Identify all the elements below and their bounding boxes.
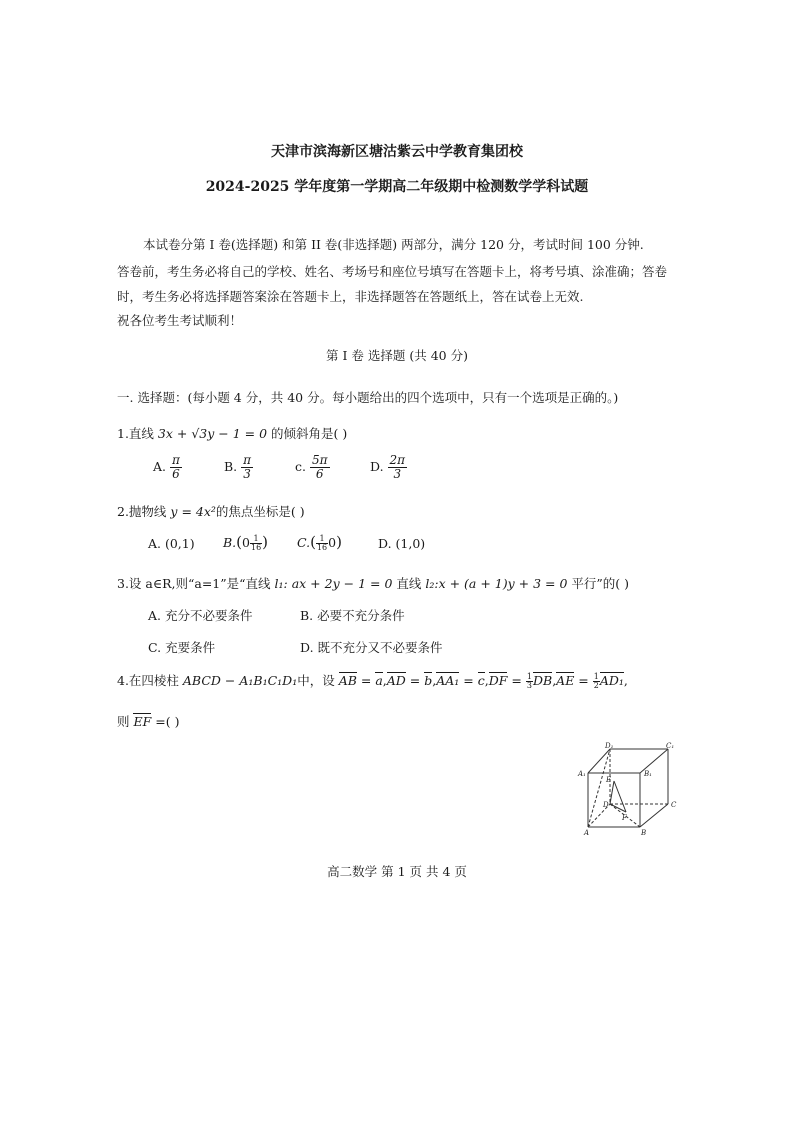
paren-close: )	[336, 533, 342, 551]
option-label: c.	[295, 459, 306, 475]
vec-ef: EF	[133, 714, 152, 729]
q1-option-c-fraction	[310, 454, 330, 481]
q4-line2-prefix: 则	[117, 714, 134, 729]
q2-prefix: 2.抛物线	[117, 504, 171, 519]
vec-a: a	[375, 673, 383, 688]
q1-prefix: 1.直线	[117, 426, 158, 441]
q2-equation: y = 4x²	[170, 504, 216, 519]
exam-title: 2024-2025 学年度第一学期高二年级期中检测数学学科试题	[205, 179, 589, 195]
q1-option-b-fraction	[241, 454, 253, 481]
frac-num: π	[172, 453, 180, 467]
frac-num: π	[243, 453, 252, 467]
intro-line-1: 本试卷分第 I 卷(选择题) 和第 II 卷(非选择题) 两部分，满分 120 分，考试时间 100 分钟.	[143, 237, 644, 252]
question-2-stem	[117, 502, 305, 520]
label-a1: A₁	[578, 770, 586, 778]
q3-option-b[interactable]: B. 必要不充分条件	[300, 608, 405, 623]
frac-den: 16	[250, 543, 262, 552]
label-c1: C₁	[666, 742, 675, 750]
q2-c-fraction	[316, 535, 328, 553]
school-name: 天津市滨海新区塘沽紫云中学教育集团校	[271, 144, 523, 160]
q4-prism: ABCD − A₁B₁C₁D₁	[182, 673, 298, 688]
vec-c: c	[477, 673, 485, 688]
q4-line2-suffix: =( )	[151, 714, 180, 729]
q1-option-c[interactable]	[295, 454, 330, 481]
frac-den: 2	[593, 681, 599, 690]
label-f: F	[622, 814, 627, 822]
q3-line-l1: l₁: ax + 2y − 1 = 0	[274, 576, 393, 591]
q2-option-b[interactable]	[223, 533, 268, 552]
q2-b-fraction	[250, 535, 262, 553]
frac-den: 3	[243, 467, 251, 482]
label-d1: D₁	[605, 742, 614, 750]
paren-close: )	[262, 533, 269, 551]
intro-line-4: 祝各位考生考试顺利！	[117, 313, 243, 328]
vec-ae: AE	[556, 673, 575, 688]
q1-option-d[interactable]	[370, 454, 407, 481]
label-b1: B₁	[644, 770, 652, 778]
frac-den: 16	[316, 543, 328, 552]
label-d: D	[603, 801, 609, 809]
question-1-stem	[117, 424, 347, 442]
paren-open: (	[310, 533, 316, 551]
coord-x: 0	[242, 535, 250, 550]
vec-db: DB	[532, 673, 553, 688]
section-title: 第 I 卷 选择题 (共 40 分)	[326, 348, 468, 363]
question-4-stem: 4.在四棱柱 ABCD − A₁B₁C₁D₁中，设 AB = a,AD = b,AA₁ = c,DF = $\frac{1}{3}$ DB,AE = $\frac{1}{2}$ AD₁,	[117, 671, 628, 690]
page-footer: 高二数学 第 1 页 共 4 页	[327, 864, 467, 879]
option-label: B.	[223, 535, 237, 550]
vec-df: DF	[488, 673, 508, 688]
q3-line-l2: l₂:x + (a + 1)y + 3 = 0	[425, 576, 568, 591]
paren-open: (	[236, 533, 243, 551]
q1-option-b[interactable]	[224, 454, 253, 481]
frac-one-third	[526, 673, 533, 691]
frac-num: 1	[593, 671, 599, 681]
label-a: A	[584, 829, 590, 837]
section-instruction: 一. 选择题：(每小题 4 分，共 40 分。每小题给出的四个选项中，只有一个选项是正确的。)	[117, 390, 619, 405]
option-label: C.	[297, 535, 311, 550]
q1-equation: 3x + √3y − 1 = 0	[157, 426, 268, 441]
vec-b: b	[424, 673, 433, 688]
coord-y: 0	[328, 535, 337, 550]
q3-prefix: 3.设 a∈R,则“a=1”是“直线	[117, 576, 275, 591]
frac-num: 1	[250, 535, 262, 544]
q4-prefix: 4.在四棱柱	[117, 673, 183, 688]
frac-num: 1	[316, 535, 328, 544]
q3-middle: 直线	[392, 576, 426, 591]
frac-num: 2π	[389, 453, 406, 467]
q1-option-d-fraction	[388, 454, 408, 481]
q3-option-a[interactable]: A. 充分不必要条件	[148, 608, 253, 623]
label-b: B	[641, 829, 647, 837]
q1-suffix: 的倾斜角是( )	[267, 426, 348, 441]
frac-den: 6	[315, 467, 324, 482]
option-label: D.	[370, 459, 384, 475]
vec-ad1: AD₁	[599, 673, 624, 688]
q4-mid: 中，设	[297, 673, 339, 688]
q1-option-a[interactable]	[153, 454, 182, 481]
option-label: B.	[224, 459, 238, 475]
frac-one-half	[593, 673, 600, 691]
q1-option-a-fraction	[170, 454, 182, 481]
frac-den: 6	[172, 467, 180, 482]
vec-aa1: AA₁	[436, 673, 460, 688]
q3-option-d[interactable]: D. 既不充分又不必要条件	[300, 640, 443, 655]
q4-prism-figure	[570, 740, 690, 840]
option-label: A.	[153, 459, 167, 475]
vec-ab: AB	[338, 673, 357, 688]
q2-option-d[interactable]: D. (1,0)	[378, 536, 426, 551]
question-3-stem	[117, 574, 629, 592]
frac-num: 1	[526, 671, 532, 681]
frac-den: 3	[393, 467, 402, 482]
q2-option-a[interactable]: A. (0,1)	[148, 536, 195, 551]
label-e: E	[606, 776, 612, 784]
vec-ad: AD	[386, 673, 406, 688]
intro-line-2: 答卷前，考生务必将自己的学校、姓名、考场号和座位号填写在答题卡上，将考号填、涂准确；答卷	[117, 264, 668, 279]
question-4-line-2	[117, 712, 179, 730]
q3-option-c[interactable]: C. 充要条件	[148, 640, 216, 655]
q3-suffix: 平行”的( )	[567, 576, 630, 591]
frac-den: 3	[526, 681, 532, 690]
label-c: C	[671, 801, 677, 809]
frac-num: 5π	[311, 453, 328, 467]
intro-line-3: 时，考生务必将选择题答案涂在答题卡上，非选择题答在答题纸上，答在试卷上无效.	[117, 289, 584, 304]
q2-suffix: 的焦点坐标是( )	[215, 504, 305, 519]
q2-option-c[interactable]	[297, 533, 342, 552]
